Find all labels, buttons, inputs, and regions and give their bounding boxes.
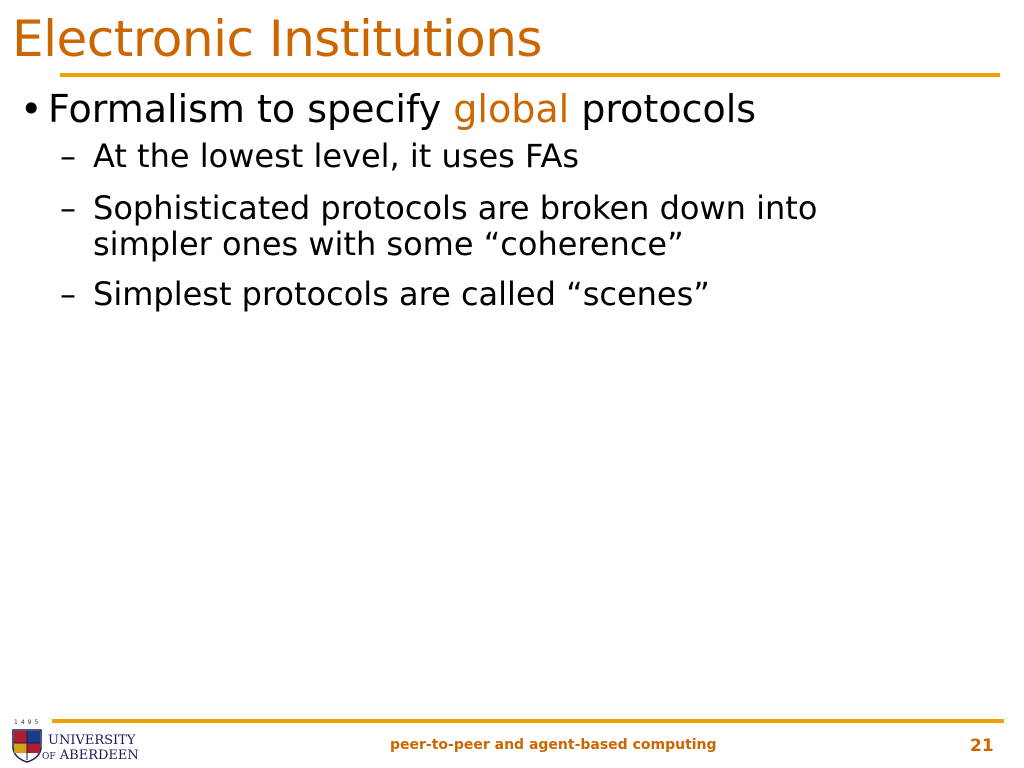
sub-bullet-marker: – (60, 275, 76, 313)
logo-university: UNIVERSITY (48, 733, 136, 748)
page-number: 21 (970, 736, 994, 756)
sub-bullet-item (60, 190, 910, 262)
sub-bullet-item (60, 276, 960, 312)
bullet-text-after: protocols (569, 87, 757, 131)
title-divider (60, 73, 1000, 77)
bullet-item (20, 84, 756, 134)
sub-bullet-item (60, 138, 960, 174)
sub-bullet-text: At the lowest level, it uses FAs (93, 137, 580, 175)
sub-bullet-text: Sophisticated protocols are broken down into simpler ones with some “coherence” (93, 189, 818, 263)
sub-bullet-text: Simplest protocols are called “scenes” (93, 275, 710, 313)
logo-aberdeen: OF ABERDEEN (42, 748, 139, 763)
footer-divider (52, 719, 1004, 723)
footer-text: peer-to-peer and agent-based computing (390, 737, 717, 753)
bullet-emphasis: global (453, 87, 570, 131)
crest-icon (12, 729, 42, 763)
slide-title: Electronic Institutions (12, 10, 542, 68)
bullet-marker: • (20, 87, 43, 131)
sub-bullet-marker: – (60, 189, 76, 227)
sub-bullet-marker: – (60, 137, 76, 175)
university-logo (10, 719, 140, 765)
logo-year: 1495 (14, 719, 42, 726)
bullet-text-before: Formalism to specify (48, 87, 454, 131)
